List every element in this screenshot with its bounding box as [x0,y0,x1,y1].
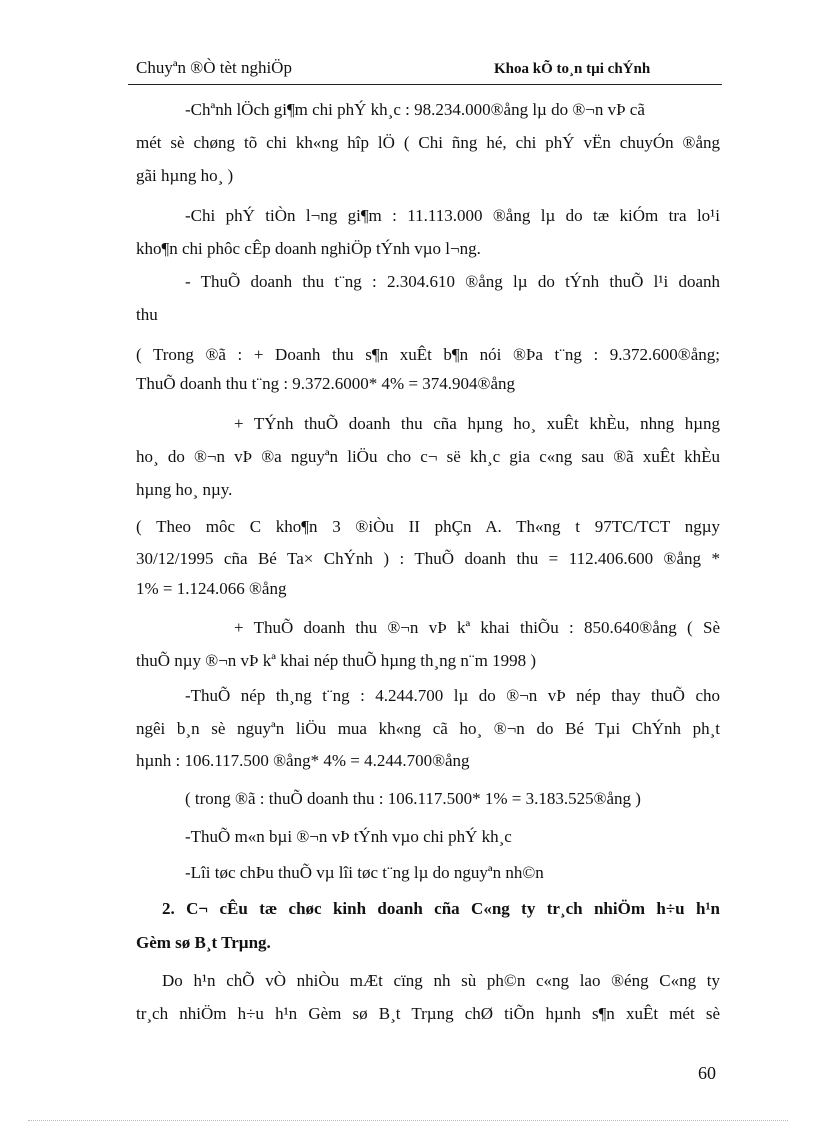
body-line: ho¸ do ®¬n vÞ ®a nguyªn liÖu cho c¬ së kh¸c gia c«ng sau ®ã xuÊt khÈu [136,447,720,466]
body-line: ( Theo môc C kho¶n 3 ®iÒu II phÇn A. Th«ng t 97TC/TCT ngµy [136,517,720,536]
body-line: ngêi b¸n sè nguyªn liÖu mua kh«ng cã ho¸ ®¬n do Bé Tµi ChÝnh ph¸t [136,719,720,738]
body-line: + TÝnh thuÕ doanh thu cña hµng ho¸ xuÊt khÈu, nhng hµng [234,414,720,433]
header-divider [128,84,722,85]
body-line: -Chªnh lÖch gi¶m chi phÝ kh¸c : 98.234.000®ång lµ do ®¬n vÞ cã [185,100,645,119]
body-line: mét sè chøng tõ chi kh«ng hîp lÖ ( Chi ñng hé, chi phÝ vËn chuyÓn ®ång [136,133,720,152]
body-line: 1% = 1.124.066 ®ång [136,579,287,598]
header-faculty-name: Khoa kÕ to¸n tµi chÝnh [494,61,651,77]
body-line: kho¶n chi phôc cÊp doanh nghiÖp tÝnh vµo l¬ng. [136,239,481,258]
header-document-title: Chuyªn ®Ò tèt nghiÖp [136,58,292,77]
body-line: - ThuÕ doanh thu t¨ng : 2.304.610 ®ång lµ do tÝnh thuÕ l¹i doanh [185,272,720,291]
body-line: thuÕ nµy ®¬n vÞ kª khai nép thuÕ hµng th¸ng n¨m 1998 ) [136,651,536,670]
section-heading: Gèm sø B¸t Trµng. [136,933,271,952]
body-line: -Lîi tøc chÞu thuÕ vµ lîi tøc t¨ng lµ do nguyªn nh©n [185,863,544,882]
body-line: -ThuÕ m«n bµi ®¬n vÞ tÝnh vµo chi phÝ kh¸c [185,827,512,846]
page-header [128,58,720,84]
body-line: -Chi phÝ tiÒn l¬ng gi¶m : 11.113.000 ®ång lµ do tæ kiÓm tra lo¹i [185,206,720,225]
body-line: ThuÕ doanh thu t¨ng : 9.372.6000* 4% = 374.904®ång [136,374,515,393]
body-line: ( trong ®ã : thuÕ doanh thu : 106.117.500* 1% = 3.183.525®ång ) [185,789,641,808]
body-line: -ThuÕ nép th¸ng t¨ng : 4.244.700 lµ do ®¬n vÞ nép thay thuÕ cho [185,686,720,705]
page-number: 60 [698,1063,716,1083]
body-line: tr¸ch nhiÖm h÷u h¹n Gèm sø B¸t Trµng chØ tiÕn hµnh s¶n xuÊt mét sè [136,1004,720,1023]
body-line: Do h¹n chÕ vÒ nhiÒu mÆt cïng nh sù ph©n c«ng lao ®éng C«ng ty [162,971,720,990]
footer-divider [28,1120,788,1121]
body-line: + ThuÕ doanh thu ®¬n vÞ kª khai thiÕu : 850.640®ång ( Sè [234,618,720,637]
body-line: ( Trong ®ã : + Doanh thu s¶n xuÊt b¶n nói ®Þa t¨ng : 9.372.600®ång; [136,345,720,364]
body-line: gãi hµng ho¸ ) [136,166,234,185]
body-line: 30/12/1995 cña Bé Ta× ChÝnh ) : ThuÕ doanh thu = 112.406.600 ®ång * [136,549,720,568]
body-line: hµnh : 106.117.500 ®ång* 4% = 4.244.700®ång [136,751,470,770]
body-line: thu [136,305,158,324]
body-line: hµng ho¸ nµy. [136,480,233,499]
section-heading: 2. C¬ cÊu tæ chøc kinh doanh cña C«ng ty tr¸ch nhiÖm h÷u h¹n [162,899,720,918]
